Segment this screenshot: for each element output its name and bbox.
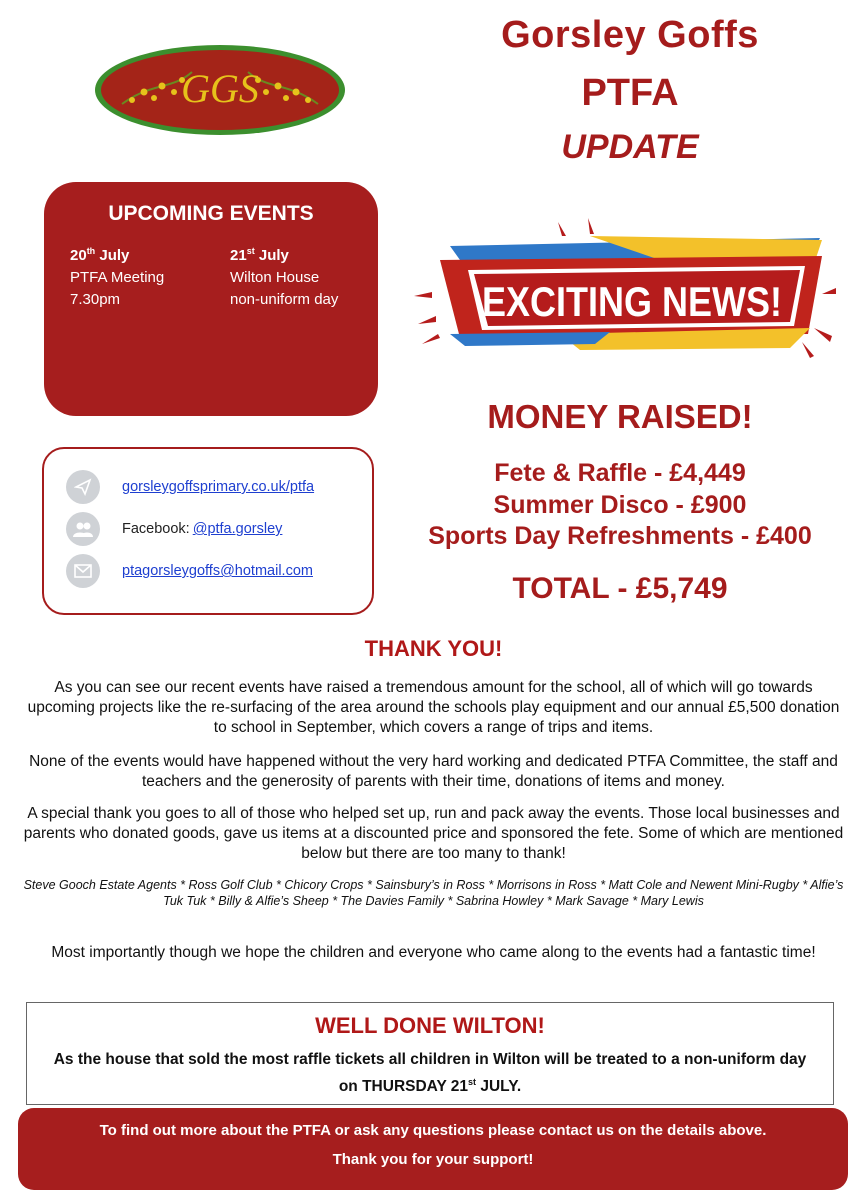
facebook-link[interactable]: @ptfa.gorsley — [192, 521, 283, 537]
upcoming-events-box — [44, 182, 378, 416]
footer-banner — [18, 1108, 848, 1190]
thanks-paragraph-3: A special thank you goes to all of those who helped set up, run and pack away the events. Those local businesses and parents who donated goods, gave us items at a discounted price and sponsored the fete. Some of which are mentioned below but there are too many to thank! — [23, 805, 844, 862]
people-icon — [66, 512, 100, 546]
banner-text: EXCITING NEWS! — [482, 278, 782, 325]
events-title: UPCOMING EVENTS — [108, 202, 314, 225]
title-ptfa: PTFA — [581, 72, 679, 114]
money-line: Sports Day Refreshments - £400 — [428, 522, 812, 550]
exciting-news-banner — [410, 216, 840, 366]
envelope-icon — [66, 554, 100, 588]
thank-you-title: THANK YOU! — [364, 636, 503, 661]
email-link[interactable]: ptagorsleygoffs@hotmail.com — [122, 563, 313, 579]
title-update: UPDATE — [561, 128, 699, 166]
money-total: TOTAL - £5,749 — [512, 572, 728, 605]
facebook-label: Facebook: — [122, 521, 190, 537]
contact-email-row — [66, 553, 313, 589]
money-raised-title: MONEY RAISED! — [487, 398, 753, 435]
money-line: Summer Disco - £900 — [493, 491, 747, 519]
website-link[interactable]: gorsleygoffsprimary.co.uk/ptfa — [122, 479, 315, 495]
logo-text: GGS — [181, 66, 259, 111]
footer-contact-text: To find out more about the PTFA or ask any questions please contact us on the details above. — [99, 1122, 767, 1139]
thanks-paragraph-4: Most importantly though we hope the children and everyone who came along to the events had a fantastic time! — [51, 944, 816, 961]
contact-box — [42, 447, 374, 615]
well-done-box — [26, 1002, 834, 1105]
ggs-logo — [92, 42, 348, 138]
contact-website-row — [66, 469, 314, 505]
thanks-paragraph-2: None of the events would have happened without the very hard working and dedicated PTFA Committee, the staff and teachers and the generosity of parents with their time, donations of items and money. — [29, 753, 838, 790]
event-item: 20th July PTFA Meeting 7.30pm — [70, 246, 165, 308]
money-line: Fete & Raffle - £4,449 — [494, 459, 746, 487]
thanks-paragraph-1: As you can see our recent events have raised a tremendous amount for the school, all of which will go towards upcoming projects like the re-surfacing of the area around the schools play equipment and our annual £5,500 donation to school in September, which covers a range of trips and items. — [27, 679, 840, 736]
contact-facebook-row — [66, 511, 282, 547]
well-done-title: WELL DONE WILTON! — [315, 1013, 545, 1038]
send-icon — [66, 470, 100, 504]
sponsors-list: Steve Gooch Estate Agents * Ross Golf Club * Chicory Crops * Sainsbury’s in Ross * Morrisons in Ross * Matt Cole and Newent Mini-Rugby * Alfie’s Tuk Tuk * Billy & Alfie’s Sheep * The Davies Family * Sabrina Howley * Mark Savage * Mary Lewis — [23, 878, 844, 908]
well-done-text: As the house that sold the most raffle tickets all children in Wilton will be treated to a non-uniform day on THURSDAY 21st JULY. — [53, 1051, 807, 1096]
event-item: 21st July Wilton House non-uniform day — [230, 246, 339, 308]
title-school: Gorsley Goffs — [501, 14, 759, 56]
footer-thanks-text: Thank you for your support! — [332, 1151, 534, 1168]
